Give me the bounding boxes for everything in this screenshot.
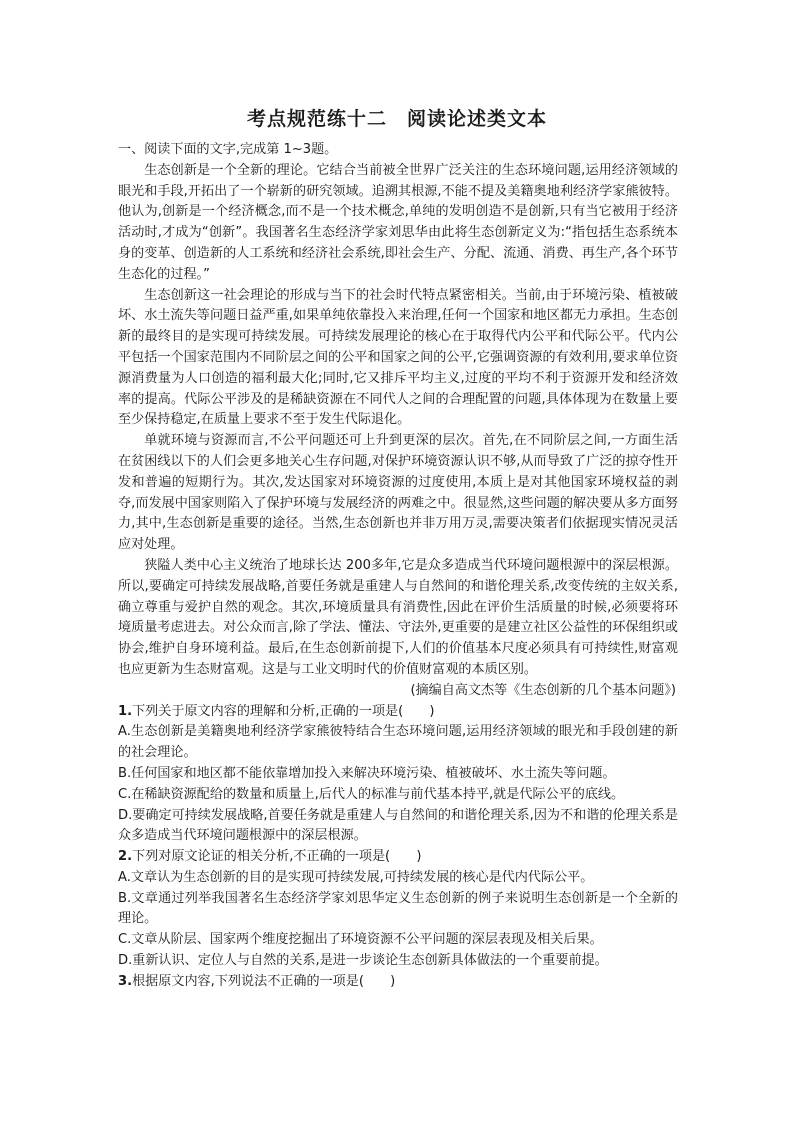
section-intro: 一、阅读下面的文字,完成第 1~3题。 [118, 142, 338, 157]
option-b: B.文章通过列举我国著名生态经济学家刘思华定义生态创新的例子来说明生态创新是一个全新的理论。 [118, 890, 678, 927]
option-d: D.重新认识、定位人与自然的关系,是进一步谈论生态创新具体做法的一个重要前提。 [118, 953, 608, 969]
question-1 [118, 702, 678, 848]
paragraph: 狭隘人类中心主义统治了地球长达 200多年,它是众多造成当代环境问题根源中的深层根源。所以,要确定可持续发展战略,首要任务就是重建人与自然间的和谐伦理关系,改变传统的主奴关系,确立尊重与爱护自然的观念。其次,环境质量具有消费性,因此在评价生活质量的时候,必须要将环境质量考虑进去。对公众而言,除了学法、懂法、守法外,更重要的是建立社区公益性的环保组织或协会,维护自身环境利益。最后,在生态创新前提下,人们的价值基本尺度必须具有可持续性,财富观也应更新为生态财富观。这是与工业文明时代的价值财富观的本质区别。 [118, 557, 678, 677]
question-stem: 下列对原文论证的相关分析,不正确的一项是( ) [132, 849, 422, 865]
article-body [118, 140, 678, 993]
question-2 [118, 847, 678, 972]
source-citation: (摘编自高文杰等《生态创新的几个基本问题》) [410, 682, 676, 698]
question-number: 2. [118, 849, 133, 865]
option-d: D.要确定可持续发展战略,首要任务就是重建人与自然间的和谐伦理关系,因为不和谐的伦理关系是众多造成当代环境问题根源中的深层根源。 [118, 807, 678, 844]
option-b: B.任何国家和地区都不能依靠增加投入来解决环境污染、植被破坏、水土流失等问题。 [118, 765, 616, 781]
paragraph: 生态创新这一社会理论的形成与当下的社会时代特点紧密相关。当前,由于环境污染、植被破坏、水土流失等问题日益严重,如果单纯依靠投入来治理,任何一个国家和地区都无力承担。生态创新的最终目的是实现可持续发展。可持续发展理论的核心在于取得代内公平和代际公平。代内公平包括一个国家范围内不同阶层之间的公平和国家之间的公平,它强调资源的有效利用,要求单位资源消费量为人口创造的福利最大化;同时,它又排斥平均主义,过度的平均不利于资源开发和经济效率的提高。代际公平涉及的是稀缺资源在不同代人之间的合理配置的问题,具体体现为在数量上要至少保持稳定,在质量上要求不至于发生代际退化。 [118, 287, 678, 428]
option-c: C.文章从阶层、国家两个维度挖掘出了环境资源不公平问题的深层表现及相关后果。 [118, 932, 603, 948]
paragraph: 单就环境与资源而言,不公平问题还可上升到更深的层次。首先,在不同阶层之间,一方面生活在贫困线以下的人们会更多地关心生存问题,对保护环境资源认识不够,从而导致了广泛的掠夺性开发和普遍的短期行为。其次,发达国家对环境资源的过度使用,本质上是对其他国家环境权益的剥夺,而发展中国家则陷入了保护环境与发展经济的两难之中。很显然,这些问题的解决要从多方面努力,其中,生态创新是重要的途径。当然,生态创新也并非万用万灵,需要决策者们依据现实情况灵活应对处理。 [118, 433, 678, 553]
paragraph: 生态创新是一个全新的理论。它结合当前被全世界广泛关注的生态环境问题,运用经济领域的眼光和手段,开拓出了一个崭新的研究领域。追溯其根源,不能不提及美籍奥地利经济学家熊彼特。他认为,创新是一个经济概念,而不是一个技术概念,单纯的发明创造不是创新,只有当它被用于经济活动时,才成为“创新”。我国著名生态经济学家刘思华由此将生态创新定义为:“指包括生态系统本身的变革、创造新的人工系统和经济社会系统,即社会生产、分配、流通、消费、再生产,各个环节生态化的过程。” [118, 162, 678, 282]
option-c: C.在稀缺资源配给的数量和质量上,后代人的标准与前代基本持平,就是代际公平的底线。 [118, 786, 625, 802]
option-a: A.文章认为生态创新的目的是实现可持续发展,可持续发展的核心是代内代际公平。 [118, 869, 594, 885]
question-stem: 下列关于原文内容的理解和分析,正确的一项是( ) [132, 703, 435, 719]
question-3 [118, 972, 678, 993]
question-number: 3. [118, 973, 133, 989]
question-stem: 根据原文内容,下列说法不正确的一项是( ) [132, 973, 396, 989]
question-number: 1. [118, 703, 133, 719]
option-a: A.生态创新是美籍奥地利经济学家熊彼特结合生态环境问题,运用经济领域的眼光和手段创建的新的社会理论。 [118, 724, 678, 761]
page-title: 考点规范练十二 阅读论述类文本 [246, 108, 547, 130]
